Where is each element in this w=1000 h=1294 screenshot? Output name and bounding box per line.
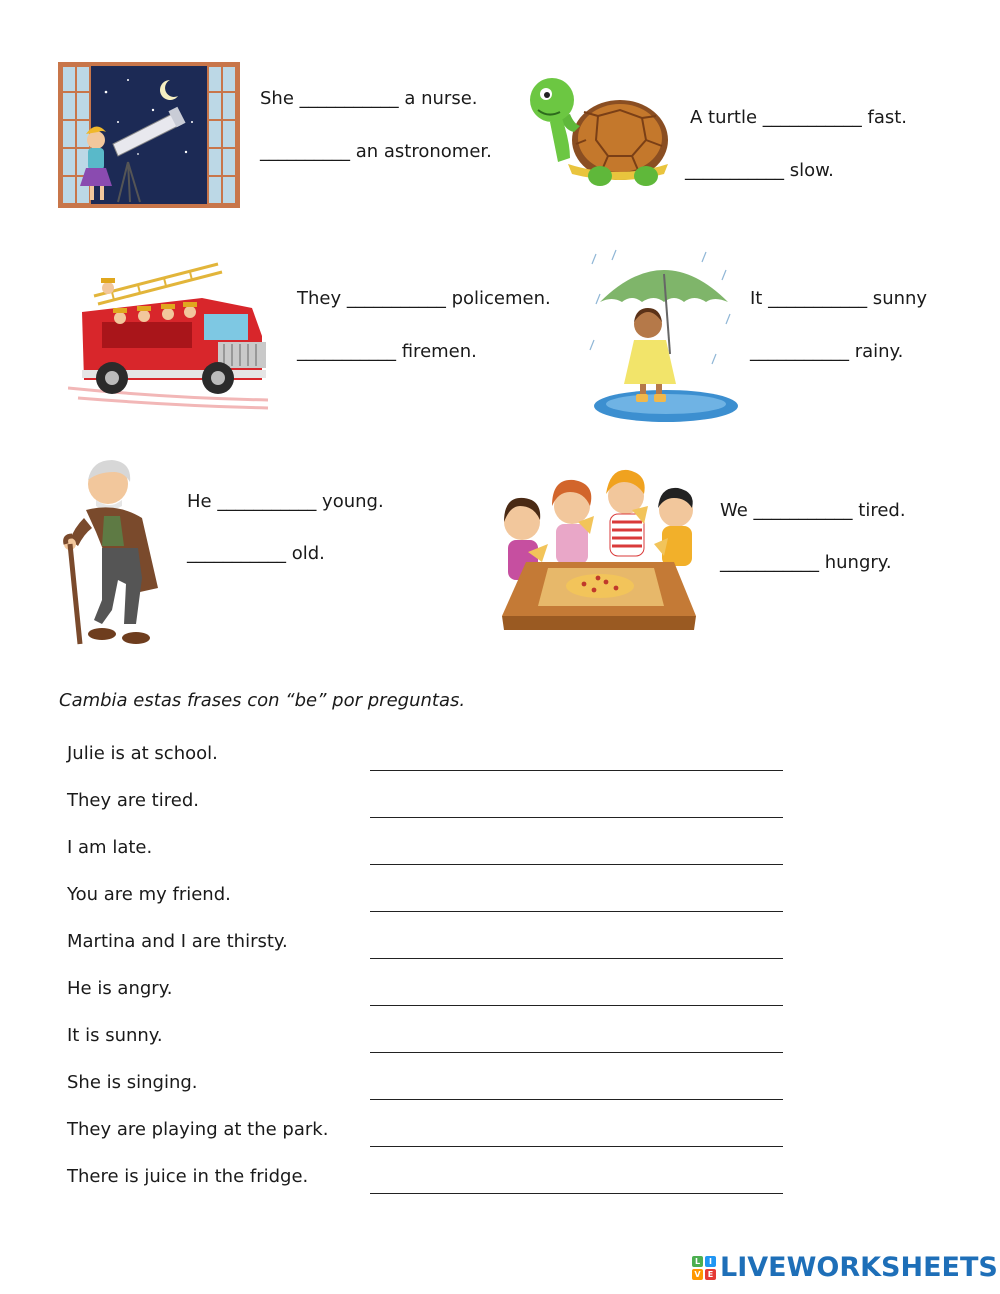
sentence-8: She is singing. [67,1072,198,1093]
answer-line-10[interactable] [370,1193,783,1194]
sentence-3: I am late. [67,837,153,858]
answer-line-3[interactable] [370,864,783,865]
sentence-4: You are my friend. [67,884,231,905]
logo-tile-2: I [705,1256,716,1267]
firetruck-sentence-2: ___________ firemen. [297,341,477,362]
answer-line-5[interactable] [370,958,783,959]
sentence-7: It is sunny. [67,1025,163,1046]
old-man-picture [58,458,176,648]
sentence-10: There is juice in the fridge. [67,1166,309,1187]
astronomer-girl-picture [58,62,240,208]
answer-line-1[interactable] [370,770,783,771]
answer-line-8[interactable] [370,1099,783,1100]
kids-pizza-picture [498,466,698,638]
pizza-sentence-1: We ___________ tired. [720,500,906,521]
answer-line-2[interactable] [370,817,783,818]
rain-sentence-2: ___________ rainy. [750,341,904,362]
answer-line-6[interactable] [370,1005,783,1006]
astronomer-sentence-2: __________ an astronomer. [260,141,492,162]
liveworksheets-logo [692,1252,998,1283]
logo-tile-1: L [692,1256,703,1267]
logo-wordmark: LIVEWORKSHEETS [720,1252,998,1283]
oldman-sentence-2: ___________ old. [187,543,325,564]
turtle-picture [528,72,670,194]
answer-line-7[interactable] [370,1052,783,1053]
astronomer-sentence-1: She ___________ a nurse. [260,88,478,109]
turtle-sentence-1: A turtle ___________ fast. [690,107,908,128]
sentence-5: Martina and I are thirsty. [67,931,288,952]
rain-umbrella-picture [586,244,740,426]
logo-tiles-icon [692,1256,716,1280]
logo-tile-4: E [705,1269,716,1280]
rain-sentence-1: It ___________ sunny [750,288,928,309]
sentence-6: He is angry. [67,978,173,999]
fire-truck-picture [68,258,276,414]
logo-tile-3: V [692,1269,703,1280]
firetruck-sentence-1: They ___________ policemen. [297,288,551,309]
sentence-2: They are tired. [67,790,199,811]
answer-line-9[interactable] [370,1146,783,1147]
sentence-9: They are playing at the park. [67,1119,329,1140]
oldman-sentence-1: He ___________ young. [187,491,384,512]
exercise-2-instruction: Cambia estas frases con “be” por preguntas. [59,690,466,711]
turtle-sentence-2: ___________ slow. [685,160,834,181]
pizza-sentence-2: ___________ hungry. [720,552,892,573]
sentence-1: Julie is at school. [67,743,218,764]
answer-line-4[interactable] [370,911,783,912]
